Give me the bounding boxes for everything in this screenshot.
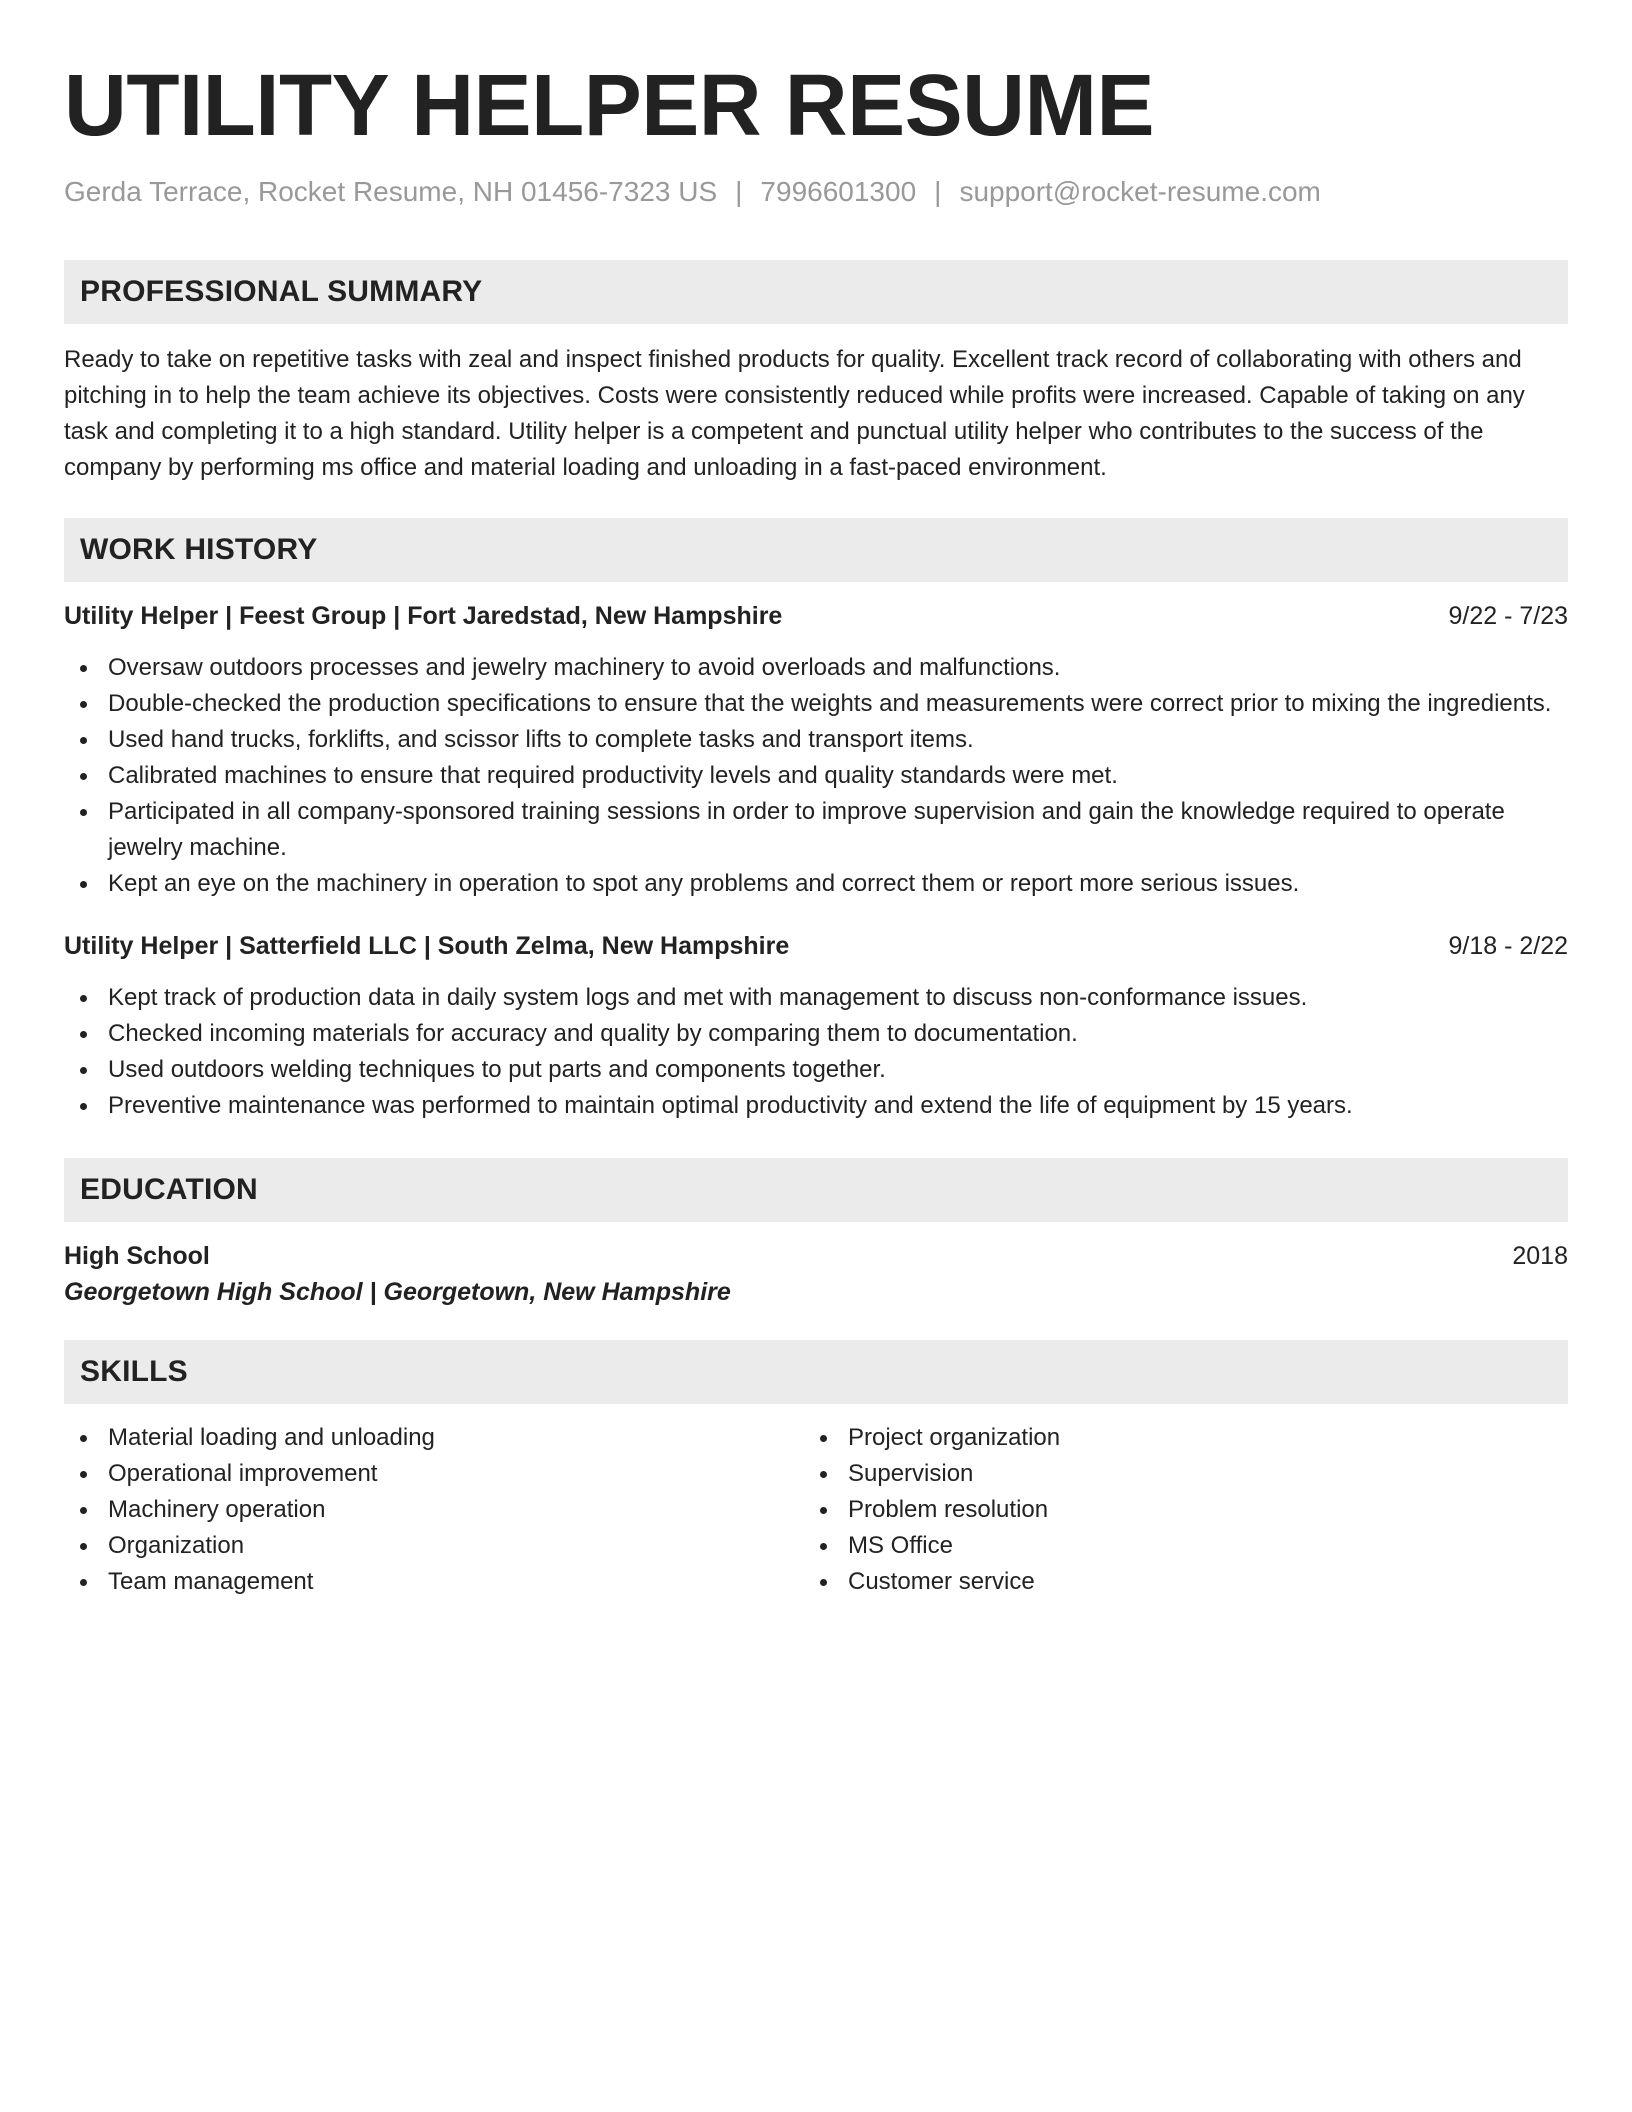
skill-item: Material loading and unloading	[64, 1420, 804, 1456]
bullet-dot-icon	[80, 1543, 87, 1550]
education-entry	[64, 1238, 1568, 1310]
bullet-dot-icon	[80, 809, 87, 816]
skills-grid	[64, 1420, 1568, 1600]
job-dates: 9/22 - 7/23	[1448, 602, 1568, 630]
contact-email: support@rocket-resume.com	[959, 176, 1321, 207]
contact-address: Gerda Terrace, Rocket Resume, NH 01456-7323 US	[64, 176, 718, 207]
bullet-dot-icon	[820, 1435, 827, 1442]
section-heading-education: EDUCATION	[64, 1158, 1568, 1222]
skill-item: Customer service	[804, 1564, 1544, 1600]
job-entry	[64, 598, 1568, 902]
skill-item: Project organization	[804, 1420, 1544, 1456]
job-title: Utility Helper | Feest Group | Fort Jaredstad, New Hampshire	[64, 602, 783, 630]
resume-title: UTILITY HELPER RESUME	[64, 57, 1154, 154]
bullet-dot-icon	[820, 1507, 827, 1514]
education-year: 2018	[1512, 1242, 1568, 1270]
contact-separator: |	[934, 176, 942, 207]
job-bullet: Oversaw outdoors processes and jewelry machinery to avoid overloads and malfunctions.	[64, 650, 1568, 686]
skill-item: Supervision	[804, 1456, 1544, 1492]
section-heading-summary: PROFESSIONAL SUMMARY	[64, 260, 1568, 324]
bullet-dot-icon	[80, 737, 87, 744]
job-bullet: Kept an eye on the machinery in operation to spot any problems and correct them or report more serious issues.	[64, 866, 1568, 902]
contact-phone: 7996601300	[760, 176, 917, 207]
job-header	[64, 928, 1568, 964]
job-bullet: Double-checked the production specifications to ensure that the weights and measurements were correct prior to mixing the ingredients.	[64, 686, 1568, 722]
contact-line	[64, 174, 1568, 210]
section-heading-skills: SKILLS	[64, 1340, 1568, 1404]
skills-column-right	[804, 1420, 1544, 1600]
job-bullet: Preventive maintenance was performed to maintain optimal productivity and extend the life of equipment by 15 years.	[64, 1088, 1568, 1124]
bullet-dot-icon	[80, 1103, 87, 1110]
job-header	[64, 598, 1568, 634]
job-bullet: Used outdoors welding techniques to put parts and components together.	[64, 1052, 1568, 1088]
skill-item: Team management	[64, 1564, 804, 1600]
bullet-dot-icon	[80, 1067, 87, 1074]
section-heading-work-history: WORK HISTORY	[64, 518, 1568, 582]
bullet-dot-icon	[820, 1471, 827, 1478]
job-entry	[64, 928, 1568, 1124]
job-bullet-list	[64, 980, 1568, 1124]
bullet-dot-icon	[80, 1435, 87, 1442]
bullet-dot-icon	[80, 773, 87, 780]
education-degree: High School	[64, 1242, 210, 1270]
job-bullet: Calibrated machines to ensure that required productivity levels and quality standards were met.	[64, 758, 1568, 794]
job-title: Utility Helper | Satterfield LLC | South Zelma, New Hampshire	[64, 932, 790, 960]
job-bullet: Participated in all company-sponsored training sessions in order to improve supervision and gain the knowledge required to operate jewelry machine.	[64, 794, 1568, 866]
bullet-dot-icon	[80, 995, 87, 1002]
education-school: Georgetown High School | Georgetown, New Hampshire	[64, 1278, 731, 1306]
job-bullet-list	[64, 650, 1568, 902]
bullet-dot-icon	[80, 1471, 87, 1478]
job-bullet: Kept track of production data in daily system logs and met with management to discuss non-conformance issues.	[64, 980, 1568, 1016]
bullet-dot-icon	[80, 665, 87, 672]
skill-item: Organization	[64, 1528, 804, 1564]
bullet-dot-icon	[80, 881, 87, 888]
skill-item: Operational improvement	[64, 1456, 804, 1492]
summary-text: Ready to take on repetitive tasks with zeal and inspect finished products for quality. Excellent track record of collaborating with others and pitching in to help the team achieve its objectives. Costs were consistently reduced while profits were increased. Capable of taking on any task and completing it to a high standard. Utility helper is a competent and punctual utility helper who contributes to the success of the company by performing ms office and material loading and unloading in a fast-paced environment.	[64, 346, 1525, 481]
education-header	[64, 1238, 1568, 1274]
bullet-dot-icon	[820, 1579, 827, 1586]
bullet-dot-icon	[80, 1579, 87, 1586]
bullet-dot-icon	[80, 1031, 87, 1038]
contact-separator: |	[735, 176, 743, 207]
job-dates: 9/18 - 2/22	[1448, 932, 1568, 960]
bullet-dot-icon	[80, 1507, 87, 1514]
skill-item: MS Office	[804, 1528, 1544, 1564]
skills-column-left	[64, 1420, 804, 1600]
job-bullet: Checked incoming materials for accuracy and quality by comparing them to documentation.	[64, 1016, 1568, 1052]
bullet-dot-icon	[820, 1543, 827, 1550]
bullet-dot-icon	[80, 701, 87, 708]
job-bullet: Used hand trucks, forklifts, and scissor lifts to complete tasks and transport items.	[64, 722, 1568, 758]
skill-item: Problem resolution	[804, 1492, 1544, 1528]
skill-item: Machinery operation	[64, 1492, 804, 1528]
